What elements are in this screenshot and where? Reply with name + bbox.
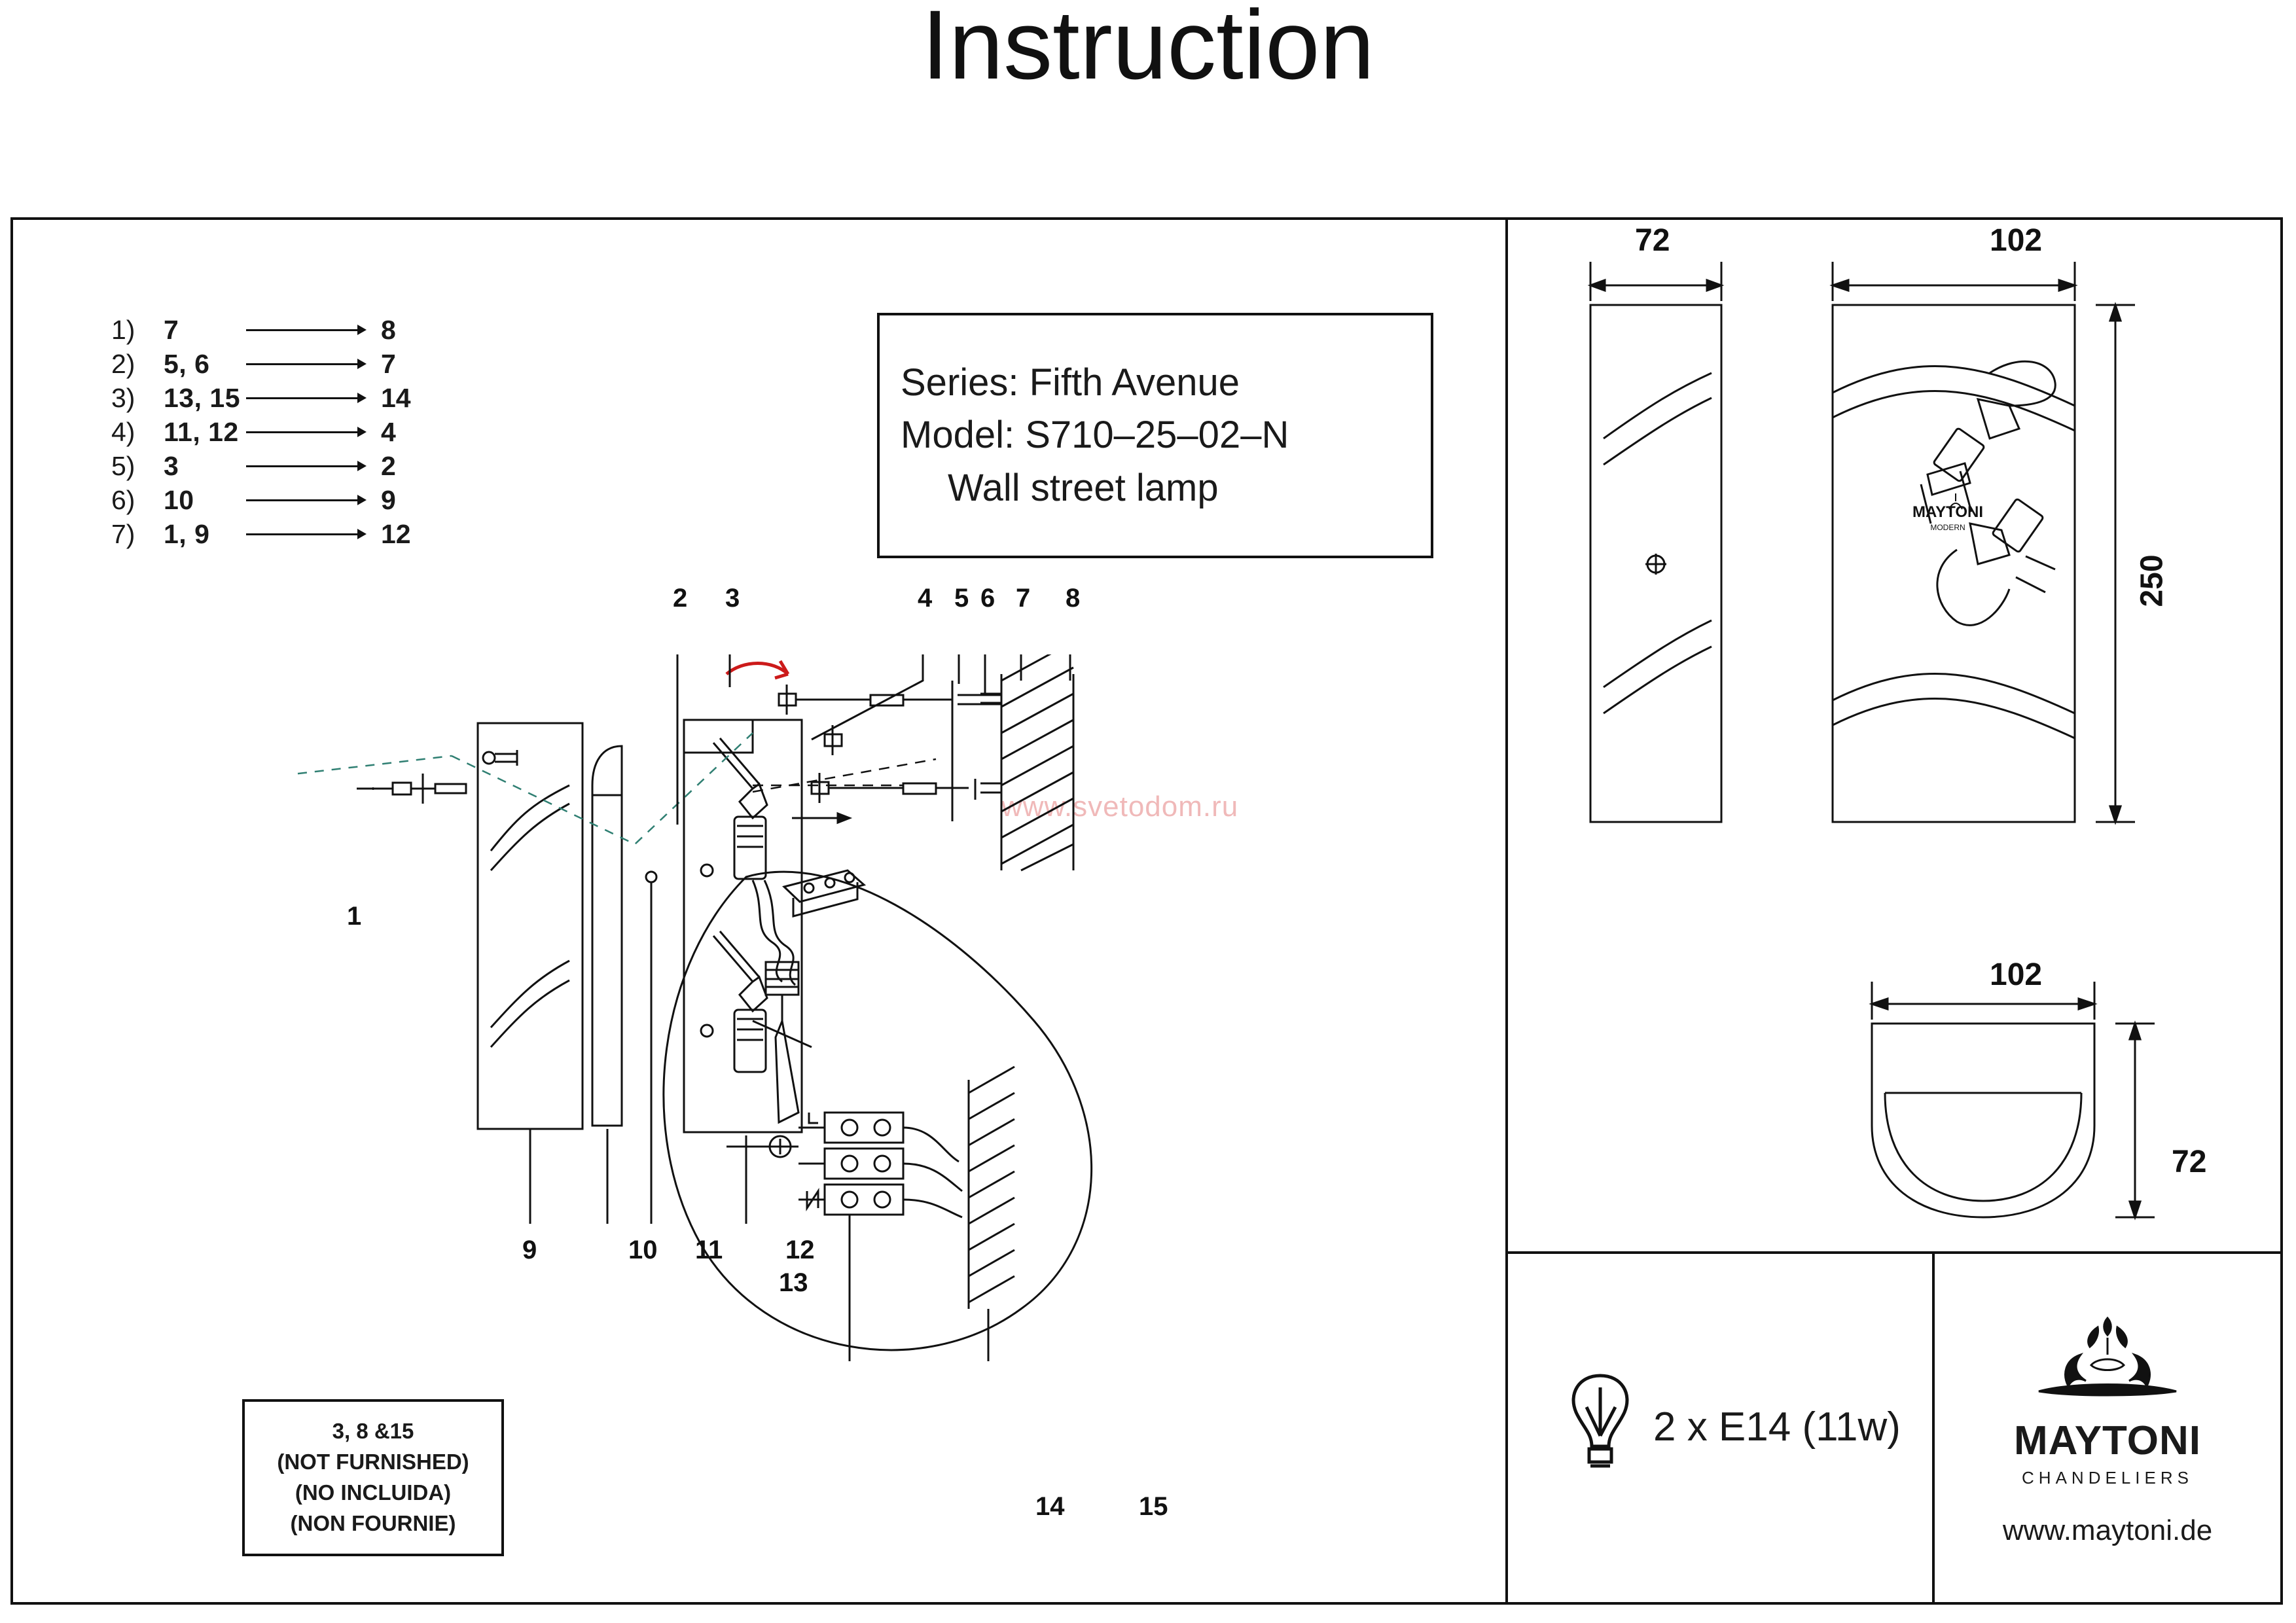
- step-source: 7: [164, 314, 179, 345]
- arrow-icon: [246, 493, 377, 507]
- list-item: [111, 347, 411, 381]
- step-target: 8: [381, 314, 396, 345]
- callout-13: 13: [779, 1268, 808, 1297]
- assembly-steps-list: [111, 313, 411, 551]
- step-source: 3: [164, 450, 179, 481]
- svg-text:MAYTONI: MAYTONI: [1912, 503, 1984, 521]
- arrow-icon: [246, 459, 377, 473]
- callout-2: 2: [673, 584, 688, 613]
- brand-name: MAYTONI: [2013, 1418, 2202, 1463]
- not-furnished-es: (NO INCLUIDA): [295, 1480, 452, 1505]
- watermark-text: www.svetodom.ru: [1001, 791, 1239, 823]
- list-item: [111, 415, 411, 449]
- product-type-label: Wall street lamp: [948, 466, 1219, 509]
- step-index: 1): [111, 314, 135, 345]
- dimension-bottom-width-102: 102: [1990, 957, 2043, 992]
- step-index: 6): [111, 484, 135, 515]
- series-label: Series: Fifth Avenue: [901, 361, 1240, 404]
- callout-9: 9: [522, 1236, 537, 1264]
- callout-1: 1: [347, 902, 362, 931]
- step-index: 4): [111, 416, 135, 447]
- list-item: [111, 313, 411, 347]
- step-target: 12: [381, 518, 411, 549]
- callout-11: 11: [695, 1236, 723, 1264]
- arrow-icon: [246, 527, 377, 541]
- not-furnished-fr: (NON FOURNIE): [290, 1510, 456, 1535]
- callout-4: 4: [918, 584, 933, 613]
- step-target: 2: [381, 450, 396, 481]
- list-item: [111, 381, 411, 415]
- list-item: [111, 483, 411, 517]
- exploded-assembly-diagram: [295, 654, 1492, 1531]
- step-source: 10: [164, 484, 194, 515]
- step-target: 9: [381, 484, 396, 515]
- step-source: 5, 6: [164, 348, 210, 379]
- arrow-icon: [246, 391, 377, 404]
- step-target: 7: [381, 348, 396, 379]
- brand-subtitle: CHANDELIERS: [2022, 1468, 2193, 1488]
- callout-7: 7: [1016, 584, 1031, 613]
- step-source: 11, 12: [164, 416, 239, 447]
- callout-14: 14: [1035, 1492, 1065, 1521]
- step-source: 1, 9: [164, 518, 210, 549]
- step-index: 3): [111, 382, 135, 413]
- callout-10: 10: [628, 1236, 658, 1264]
- dimension-depth-72: 72: [1635, 223, 1670, 258]
- page-title: Instruction: [922, 0, 1374, 99]
- callout-3: 3: [725, 584, 740, 613]
- bottom-view-drawing: [1839, 975, 2232, 1250]
- callout-12: 12: [785, 1236, 815, 1264]
- callout-5: 5: [954, 584, 969, 613]
- step-index: 2): [111, 348, 135, 379]
- callout-8: 8: [1066, 584, 1081, 613]
- side-view-drawing: [1564, 242, 1780, 897]
- dimension-width-102: 102: [1990, 223, 2043, 258]
- dimension-height-250: 250: [2134, 554, 2170, 607]
- lamp-spec-text: 2 x E14 (11w): [1653, 1404, 1901, 1450]
- step-target: 4: [381, 416, 396, 447]
- step-target: 14: [381, 382, 411, 413]
- brand-block: [1932, 1251, 2283, 1605]
- callout-15: 15: [1139, 1492, 1168, 1521]
- callout-6: 6: [980, 584, 996, 613]
- not-furnished-parts: 3, 8 &15: [332, 1419, 414, 1444]
- list-item: [111, 517, 411, 551]
- list-item: [111, 449, 411, 483]
- front-view-drawing: [1793, 242, 2251, 897]
- step-index: 5): [111, 450, 135, 481]
- arrow-icon: [246, 425, 377, 438]
- step-source: 13, 15: [164, 382, 240, 413]
- step-index: 7): [111, 518, 135, 549]
- bulb-icon: [1564, 1368, 1636, 1486]
- maytoni-logo-icon: [2000, 1309, 2215, 1414]
- not-furnished-en: (NOT FURNISHED): [277, 1450, 469, 1474]
- model-label: Model: S710–25–02–N: [901, 414, 1289, 457]
- brand-website[interactable]: www.maytoni.de: [2002, 1514, 2213, 1546]
- svg-text:MODERN: MODERN: [1930, 523, 1965, 532]
- lamp-spec-block: [1525, 1302, 1918, 1551]
- arrow-icon: [246, 357, 377, 370]
- dimension-bottom-depth-72: 72: [2172, 1145, 2207, 1179]
- arrow-icon: [246, 323, 377, 336]
- product-info-box: [877, 313, 1433, 558]
